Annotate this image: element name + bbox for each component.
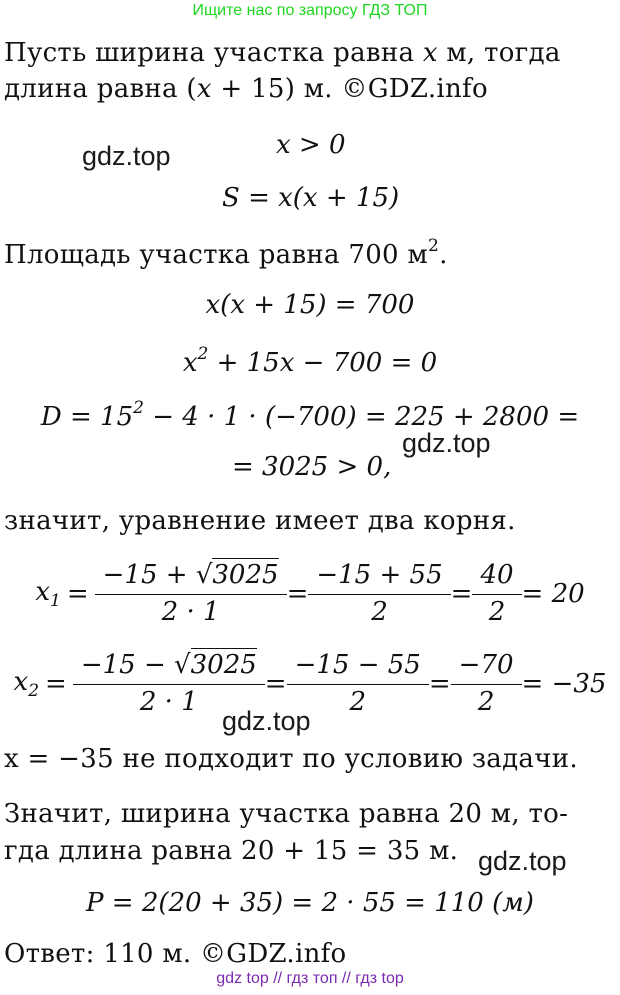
x2-fraction-1: $\frac{-15 - √3025}{2 \cdot 1}$: [77, 650, 261, 717]
search-banner[interactable]: Ищите нас по запросу ГДЗ ТОП: [192, 2, 428, 19]
conclusion-line-2: гда длина равна 20 + 15 = 35 м.: [4, 836, 459, 866]
x1-fraction-3: $\frac{40}{2}$: [476, 560, 517, 627]
area-exponent: 2: [428, 236, 440, 256]
eq2-exponent: 2: [197, 344, 209, 364]
footer-links[interactable]: gdz top // гдз топ // гдз top: [216, 970, 404, 987]
eq2-term: x: [182, 348, 198, 378]
watermark: gdz.top: [402, 428, 491, 458]
disc-rest: − 4 · 1 · (−700) = 225 + 2800 =: [143, 402, 580, 432]
area-formula: S = x(x + 15): [222, 183, 400, 213]
disc-start: D = 15: [40, 402, 134, 432]
x2-label: $x_2$: [13, 666, 40, 701]
answer-text: Ответ: 110 м. ©GDZ.info: [4, 939, 347, 969]
x1-fraction-2: $\frac{-15 + 55}{2}$: [312, 560, 446, 627]
eq2-rest: + 15x − 700 = 0: [208, 348, 438, 378]
intro-line-2: [4, 74, 488, 104]
x2-fraction-3: $\frac{-70}{2}$: [455, 650, 518, 717]
reject-text: x = −35 не подходит по условию задачи.: [4, 744, 578, 774]
intro-text: Пусть ширина участка равна: [4, 38, 423, 68]
intro-line-1: [4, 38, 561, 68]
equation-2: [0, 344, 620, 378]
watermark: gdz.top: [82, 141, 171, 171]
condition-equation: x > 0: [276, 130, 346, 160]
area-text: Площадь участка равна 700 м: [4, 240, 428, 270]
area-statement: [4, 236, 448, 270]
watermark: gdz.top: [222, 706, 311, 736]
variable-x: x: [196, 74, 212, 104]
equation-1: x(x + 15) = 700: [205, 290, 415, 320]
root-x1: $x_1$ = $\frac{-15 + √3025}{2 \cdot 1}$ = $\frac{-15 + 55}{2}$ = $\frac{40}{2}$ = 20: [35, 560, 585, 627]
discriminant-line-1: [0, 398, 620, 432]
intro-text: + 15) м. ©GDZ.info: [211, 74, 488, 104]
x2-result: = −35: [521, 668, 607, 699]
x1-result: = 20: [521, 578, 585, 609]
discriminant-line-2: = 3025 > 0,: [232, 452, 392, 482]
variable-x: x: [422, 38, 438, 68]
x2-fraction-2: $\frac{-15 - 55}{2}$: [291, 650, 425, 717]
disc-exponent: 2: [133, 398, 144, 418]
root-x2: $x_2$ = $\frac{-15 - √3025}{2 \cdot 1}$ = $\frac{-15 - 55}{2}$ = $\frac{-70}{2}$ = −35: [13, 650, 607, 717]
x1-fraction-1: $\frac{-15 + √3025}{2 \cdot 1}$: [99, 560, 283, 627]
conclusion-line-1: Значит, ширина участка равна 20 м, то-: [4, 799, 569, 829]
intro-text: длина равна (: [4, 74, 197, 104]
x1-label: $x_1$: [35, 576, 61, 611]
intro-text: м, тогда: [437, 38, 561, 68]
watermark: gdz.top: [478, 846, 567, 876]
perimeter-equation: P = 2(20 + 35) = 2 · 55 = 110 (м): [86, 888, 534, 918]
two-roots-text: значит, уравнение имеет два корня.: [4, 506, 516, 536]
area-end: .: [439, 240, 448, 270]
